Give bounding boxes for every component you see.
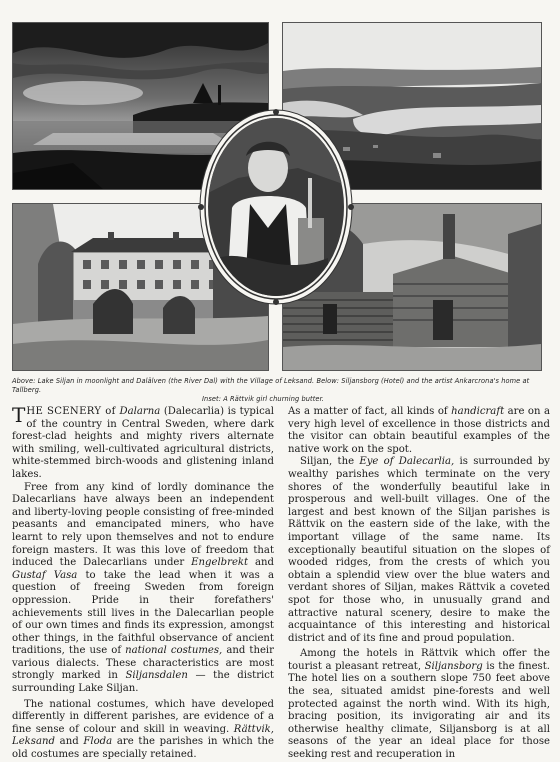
drop-cap: T (12, 403, 26, 427)
caption-line-1: Above: Lake Siljan in moonlight and Dalälven (the River Dal) with the Village of Leksand. Below: Siljansborg (Hotel) and the artist Ankarcrona's home at Tallberg. (12, 377, 530, 394)
inset-rattvik-girl-oval (198, 108, 354, 306)
caption-line-2: Inset: A Rättvik girl churning butter. (202, 395, 324, 403)
text-column-left (12, 403, 274, 762)
paragraph: As a matter of fact, all kinds of handicraft are on a very high level of excellence in those districts and the visitor can obtain beautiful examples of the native work on the spot. (288, 406, 550, 455)
paragraph: THE SCENERY of Dalarna (Dalecarlia) is typical of the country in Central Sweden, where dark forest-clad heights and mighty rivers alternate with smiling, well-cultivated agricultural districts, white-stemmed birch-woods and glistening inland lakes. (12, 403, 274, 480)
paragraph: The national costumes, which have developed differently in different parishes, are evidence of a fine sense of colour and skill in weaving. Rättvik, Leksand and Floda are the parishes in which the old costumes are specially retained. (12, 698, 274, 761)
paragraph: Siljan, the Eye of Dalecarlia, is surrounded by wealthy parishes which terminate on the very shores of the wonderfully beautiful lake in prosperous and well-built villages. One of the largest and best known of the Siljan parishes is Rättvik on the eastern side of the lake, with the important village of the same name. Its exceptionally beautiful situation on the slopes of wooded ridges, from the crests of which you obtain a splendid view over the blue waters and verdant shores of Siljan, makes Rättvik a coveted spot for those who, in unusually grand and attractive natural scenery, desire to make the acquaintance of this interesting and historical district and of its fine and proud population. (288, 456, 550, 644)
photo-caption (12, 377, 542, 404)
photo-collage (12, 22, 540, 370)
paragraph: Free from any kind of lordly dominance the Dalecarlians have always been an independent and liberty-loving people consisting of free-minded peasants and emancipated miners, who have learnt to rely upon themselves and not to endure foreign masters. It was this love of freedom that induced the Dalecarlians under Engelbrekt and Gustaf Vasa to take the lead when it was a question of freeing Sweden from foreign oppression. Pride in their forefathers' achievements still lives in the Dalecarlian people of our own times and finds its expression, amongst other things, in the faithful observance of ancient traditions, the use of national costumes, and their various dialects. These characteristics are most strongly marked in Siljansdalen — the district surrounding Lake Siljan. (12, 481, 274, 695)
paragraph: Among the hotels in Rättvik which offer the tourist a pleasant retreat, Siljansborg is the finest. The hotel lies on a southern slope 750 feet above the sea, situated amidst pine-forests and well protected against the north wind. With its high, bracing position, its invigorating air and its otherwise healthy climate, Siljansborg is at all seasons of the year an ideal place for those seeking rest and recuperation in (288, 648, 550, 761)
text-column-right (288, 406, 550, 762)
